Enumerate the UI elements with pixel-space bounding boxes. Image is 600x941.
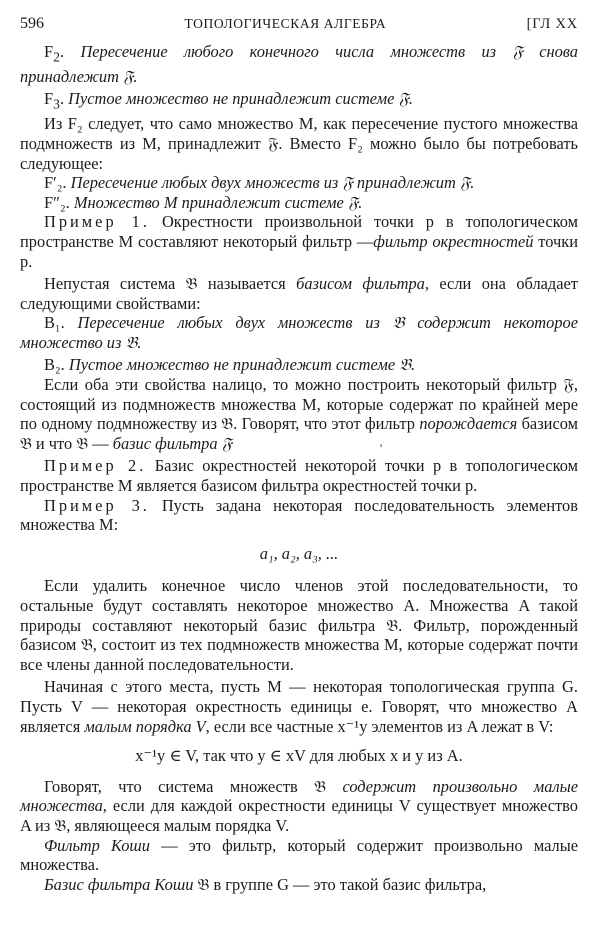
stray-mark: ' — [380, 441, 383, 455]
axiom-b1: B₁. Пересечение любых двух множеств из 𝔅 содержит некоторое множество из 𝔅. — [20, 313, 578, 352]
axiom-b2: B₂. Пустое множество не принадлежит системе 𝔅. — [44, 355, 416, 375]
inclusion-formula: x⁻¹y ∈ V, так что y ∈ xV для любых x и y из A. — [135, 746, 463, 766]
paragraph-1: Из F₂ следует, что само множество M, как пересечение пустого множества подмножеств из M, принадлежит 𝔉. Вместо F₂ можно было бы потребовать следующее: — [20, 114, 578, 173]
axiom-f2-double-prime: F″₂. Множество M принадлежит системе 𝔉. — [44, 192, 363, 212]
axiom-f2: $F_2$. Пересечение любого конечного числа множеств из 𝔉 снова принадлежит 𝔉. — [20, 42, 578, 86]
paragraph-4: Начиная с этого места, пусть M — некоторая топологическая группа G. Пусть V — некоторая окрестность единицы e. Говорят, что множество A является малым порядка V, если все частные x⁻¹y элементов из A лежат в V: — [20, 677, 578, 736]
example-2: Пример 2. Базис окрестностей некоторой точки p в топологическом пространстве M является базисом фильтра окрестностей точки p. — [20, 456, 578, 496]
paragraph-3: Если удалить конечное число членов этой последовательности, то остальные будут составлять некоторое множество A. Множества A такой природы составляют некоторый базис фильтра 𝔅. Фильтр, порожденный базисом 𝔅, состоит из тех подмножеств множества M, которые содержат почти все члены данной последовательности. — [20, 576, 578, 674]
paragraph-5: Говорят, что система множеств 𝔅 содержит произвольно малые множества, если для каждой окрестности единицы V существует множество A из 𝔅, являющееся малым порядка V. — [20, 776, 578, 835]
paragraph-2: Если оба эти свойства налицо, то можно построить некоторый фильтр 𝔉, состоящий из подмножеств множества M, которые содержат по крайней мере по одному подмножеству из 𝔅. Говорят, что этот фильтр порождается базисом 𝔅 и что 𝔅 — базис фильтра 𝔉 — [20, 375, 578, 453]
sequence-formula: a₁, a₂, a₃, ... — [259, 543, 339, 563]
running-title: ТОПОЛОГИЧЕСКАЯ АЛГЕБРА — [184, 16, 387, 31]
page-number: 596 — [20, 15, 44, 32]
basis-definition: Непустая система 𝔅 называется базисом фильтра, если она обладает следующими свойствами: — [20, 274, 578, 313]
example-1: Пример 1. Окрестности произвольной точки p в топологическом пространстве M составляют некоторый фильтр —фильтр окрестностей точки p. — [20, 212, 578, 271]
cauchy-basis-definition: Базис фильтра Коши 𝔅 в группе G — это такой базис фильтра, — [44, 874, 487, 894]
chapter-ref: [ГЛ XX — [526, 16, 578, 32]
axiom-f2-prime: F′₂. Пересечение любых двух множеств из 𝔉 принадлежит 𝔉. — [44, 173, 475, 193]
example-3: Пример 3. Пусть задана некоторая последовательность элементов множества M: — [20, 495, 578, 535]
page-header — [20, 14, 578, 36]
axiom-f3: $F_3$. Пустое множество не принадлежит системе 𝔉. — [44, 89, 413, 112]
cauchy-filter-definition: Фильтр Коши — это фильтр, который содержит произвольно малые множества. — [20, 835, 579, 875]
